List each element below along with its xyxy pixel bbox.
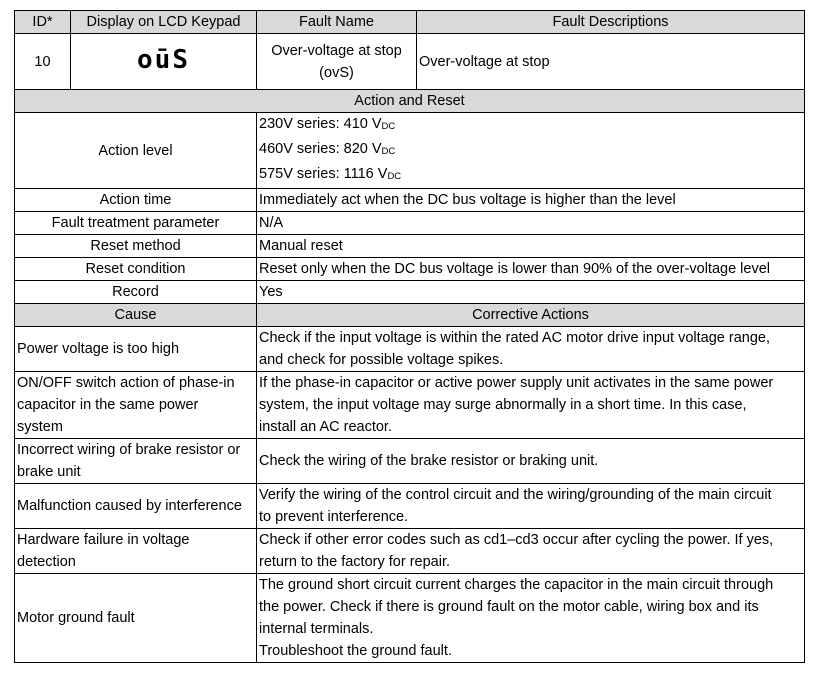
corrective-action-line: Check if other error codes such as cd1–cd3 occur after cycling the power. If yes, bbox=[259, 532, 774, 548]
cause-line: brake unit bbox=[17, 464, 81, 480]
cause-line: Hardware failure in voltage bbox=[17, 532, 190, 548]
reset-method-row bbox=[15, 235, 805, 258]
action-time-value: Immediately act when the DC bus voltage is higher than the level bbox=[257, 189, 805, 212]
cause-row bbox=[15, 574, 805, 663]
action-level-row bbox=[15, 113, 805, 189]
corrective-action-line: system, the input voltage may surge abnormally in a short time. In this case, bbox=[259, 397, 747, 413]
action-level-575v: 575V series: 1116 VDC bbox=[259, 166, 402, 182]
cause-line: detection bbox=[17, 554, 76, 570]
action-level-460v: 460V series: 820 VDC bbox=[259, 141, 396, 157]
fault-treatment-value: N/A bbox=[257, 212, 805, 235]
cause-line: ON/OFF switch action of phase-in bbox=[17, 375, 235, 391]
corrective-action-line: Verify the wiring of the control circuit and the wiring/grounding of the main circuit bbox=[259, 487, 772, 503]
corrective-action-cell bbox=[257, 327, 805, 372]
cause-row bbox=[15, 484, 805, 529]
cause-cell bbox=[15, 439, 257, 484]
corrective-action-cell bbox=[257, 574, 805, 663]
reset-condition-label: Reset condition bbox=[15, 258, 257, 281]
corrective-action-line: the power. Check if there is ground fault on the motor cable, wiring box and its bbox=[259, 599, 759, 615]
record-value: Yes bbox=[257, 281, 805, 304]
action-time-row bbox=[15, 189, 805, 212]
cause-row bbox=[15, 529, 805, 574]
cause-line: Incorrect wiring of brake resistor or bbox=[17, 442, 241, 458]
cause-header: Cause bbox=[15, 304, 257, 327]
cause-line: Malfunction caused by interference bbox=[17, 498, 242, 514]
corrective-action-cell bbox=[257, 372, 805, 439]
corrective-action-line: and check for possible voltage spikes. bbox=[259, 352, 504, 368]
cause-row bbox=[15, 439, 805, 484]
action-time-label: Action time bbox=[15, 189, 257, 212]
header-fault-descriptions: Fault Descriptions bbox=[417, 11, 805, 34]
fault-table bbox=[14, 10, 805, 663]
corrective-action-line: install an AC reactor. bbox=[259, 419, 392, 435]
header-row bbox=[15, 11, 805, 34]
action-level-values bbox=[257, 113, 805, 189]
corrective-action-cell bbox=[257, 484, 805, 529]
header-id: ID* bbox=[15, 11, 71, 34]
cause-line: Power voltage is too high bbox=[17, 341, 180, 357]
corrective-action-line: The ground short circuit current charges the capacitor in the main circuit through bbox=[259, 577, 774, 593]
header-display: Display on LCD Keypad bbox=[71, 11, 257, 34]
action-reset-title: Action and Reset bbox=[15, 90, 805, 113]
lcd-display-text: oūS bbox=[137, 44, 190, 75]
cause-cell bbox=[15, 529, 257, 574]
corrective-actions-header: Corrective Actions bbox=[257, 304, 805, 327]
record-row bbox=[15, 281, 805, 304]
corrective-action-cell bbox=[257, 439, 805, 484]
corrective-action-line: Check the wiring of the brake resistor or braking unit. bbox=[259, 453, 599, 469]
corrective-action-line: If the phase-in capacitor or active power supply unit activates in the same power bbox=[259, 375, 774, 391]
action-reset-band bbox=[15, 90, 805, 113]
cause-line: capacitor in the same power bbox=[17, 397, 199, 413]
reset-method-label: Reset method bbox=[15, 235, 257, 258]
corrective-action-line: Check if the input voltage is within the rated AC motor drive input voltage range, bbox=[259, 330, 771, 346]
fault-name bbox=[257, 34, 417, 90]
cause-row bbox=[15, 372, 805, 439]
fault-description: Over-voltage at stop bbox=[417, 34, 805, 90]
fault-id: 10 bbox=[15, 34, 71, 90]
fault-name-line1: Over-voltage at stop bbox=[271, 42, 402, 59]
cause-cell bbox=[15, 574, 257, 663]
cause-line: Motor ground fault bbox=[17, 610, 135, 626]
lcd-display bbox=[71, 34, 257, 90]
causes-header-row bbox=[15, 304, 805, 327]
fault-name-line2: (ovS) bbox=[319, 64, 354, 81]
corrective-action-line: to prevent interference. bbox=[259, 509, 409, 525]
action-level-label: Action level bbox=[15, 113, 257, 189]
reset-condition-value: Reset only when the DC bus voltage is lower than 90% of the over-voltage level bbox=[257, 258, 805, 281]
header-fault-name: Fault Name bbox=[257, 11, 417, 34]
cause-cell bbox=[15, 484, 257, 529]
corrective-action-line: return to the factory for repair. bbox=[259, 554, 451, 570]
fault-treatment-label: Fault treatment parameter bbox=[15, 212, 257, 235]
reset-method-value: Manual reset bbox=[257, 235, 805, 258]
cause-cell bbox=[15, 372, 257, 439]
fault-treatment-row bbox=[15, 212, 805, 235]
corrective-action-line: internal terminals. bbox=[259, 621, 374, 637]
action-level-230v: 230V series: 410 VDC bbox=[259, 116, 396, 132]
fault-row bbox=[15, 34, 805, 90]
corrective-action-cell bbox=[257, 529, 805, 574]
cause-row bbox=[15, 327, 805, 372]
record-label: Record bbox=[15, 281, 257, 304]
causes-body bbox=[15, 327, 805, 663]
corrective-action-line: Troubleshoot the ground fault. bbox=[259, 643, 452, 659]
cause-line: system bbox=[17, 419, 63, 435]
cause-cell bbox=[15, 327, 257, 372]
reset-condition-row bbox=[15, 258, 805, 281]
